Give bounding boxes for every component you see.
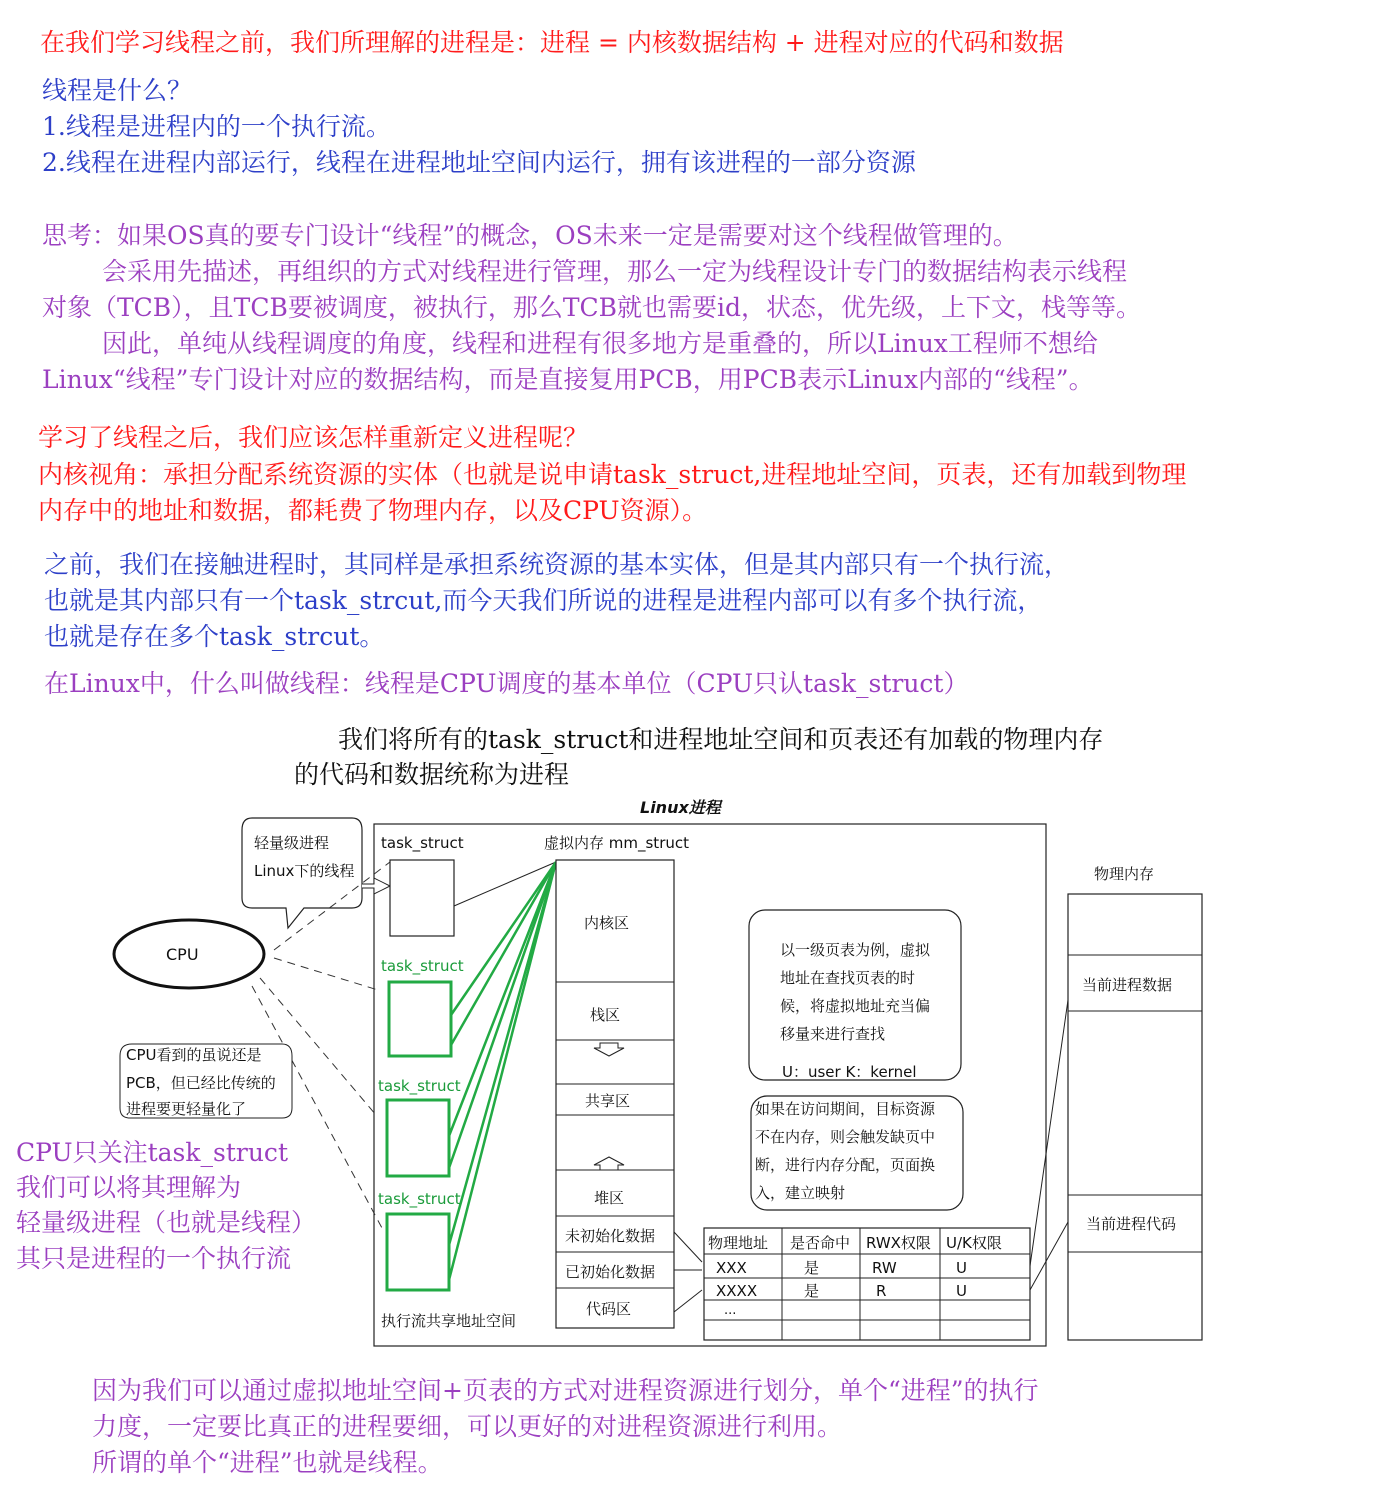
thinking-line-1: 思考：如果OS真的要专门设计“线程”的概念，OS未来一定是需要对这个线程做管理的。 [42,221,1018,250]
region-bss: 未初始化数据 [565,1227,656,1245]
table-cell: XXX [716,1259,747,1277]
table-cell: XXXX [716,1282,758,1300]
cpu-note-line-2: PCB，但已经比传统的 [126,1074,276,1092]
page-table-note [749,910,961,1080]
table-header-hit: 是否命中 [790,1234,851,1252]
thinking-line-3: 对象（TCB），且TCB要被调度，被执行，那么TCB就也需要id，状态，优先级，上下文，栈等等。 [42,293,1142,322]
mm-link-4b [449,862,556,1280]
mm-link-2b [451,862,556,1045]
task-struct-label-main: task_struct [381,834,464,852]
fault-line-2: 不在内存，则会触发缺页中 [755,1128,936,1146]
table-cell: U [956,1282,967,1300]
physical-memory [1068,894,1202,1340]
note-line-4: 移量来进行查找 [780,1025,886,1043]
note-line-1: 以一级页表为例，虚拟 [780,941,931,959]
conclusion-line-3: 所谓的单个“进程”也就是线程。 [92,1448,443,1477]
task-struct-box-4 [387,1214,449,1290]
task-struct-box-main [390,860,454,936]
table-cell: RW [872,1259,897,1277]
conclusion-line-1: 因为我们可以通过虚拟地址空间+页表的方式对进程资源进行划分，单个“进程”的执行 [92,1376,1039,1405]
summary-line-2: 的代码和数据统称为进程 [294,760,570,789]
cpu-focus-line-1: CPU只关注task_struct [16,1138,288,1167]
note-line-2: 地址在查找页表的时 [780,969,916,987]
cpu-focus-line-2: 我们可以将其理解为 [16,1173,242,1202]
thinking-line-4: 因此，单纯从线程调度的角度，线程和进程有很多地方是重叠的，所以Linux工程师不想给 [102,329,1098,358]
before-line-3: 也就是存在多个task_strcut。 [44,622,385,651]
before-line-1: 之前，我们在接触进程时，其同样是承担系统资源的基本实体，但是其内部只有一个执行流， [44,550,1070,579]
cpu-link-2 [274,958,378,990]
addr-to-table-link [674,1232,702,1262]
in-linux-definition: 在Linux中，什么叫做线程：线程是CPU调度的基本单位（CPU只认task_struct） [44,669,969,698]
region-code: 代码区 [586,1300,632,1318]
task-struct-label-4: task_struct [378,1190,461,1208]
redefine-line-1: 内核视角：承担分配系统资源的实体（也就是说申请task_struct,进程地址空间，页表，还有加载到物理 [38,460,1187,489]
what-is-thread-point-2: 2.线程在进程内部运行，线程在进程地址空间内运行，拥有该进程的一部分资源 [42,148,916,177]
phys-mem-title: 物理内存 [1094,865,1155,883]
table-cell: U [956,1259,967,1277]
redefine-line-2: 内存中的地址和数据，都耗费了物理内存，以及CPU资源）。 [38,496,708,525]
table-cell: 是 [804,1259,820,1277]
redefine-question: 学习了线程之后，我们应该怎样重新定义进程呢？ [38,423,589,452]
region-shared: 共享区 [585,1092,631,1110]
region-data: 已初始化数据 [565,1263,656,1281]
intro-line: 在我们学习线程之前，我们所理解的进程是：进程 = 内核数据结构 + 进程对应的代码和数据 [40,28,1064,57]
task-struct-label-2: task_struct [381,957,464,975]
table-cell: ... [724,1303,737,1318]
fault-line-1: 如果在访问期间，目标资源 [755,1100,936,1118]
mm-link-4a [449,862,556,1245]
thinking-line-5: Linux“线程”专门设计对应的数据结构，而是直接复用PCB，用PCB表示Linux内部的“线程”。 [42,365,1094,394]
summary-line-1: 我们将所有的task_struct和进程地址空间和页表还有加载的物理内存 [338,725,1104,754]
mm-link-3a [449,862,556,1136]
what-is-thread-point-1: 1.线程是进程内的一个执行流。 [42,112,391,141]
vm-label: 虚拟内存 mm_struct [544,834,689,852]
table-cell: R [876,1282,887,1300]
region-stack: 栈区 [590,1006,621,1024]
table-to-phys-link [1030,1000,1068,1266]
fault-line-4: 入，建立映射 [755,1184,846,1202]
table-to-phys-link [1030,1222,1068,1290]
mm-link-3b [449,862,556,1168]
task-struct-label-3: task_struct [378,1077,461,1095]
bubble-line-1: 轻量级进程 [254,834,330,852]
cpu-label: CPU [166,945,199,964]
table-header-phys: 物理地址 [708,1234,769,1252]
note-line-3: 候，将虚拟地址充当偏 [780,997,931,1015]
task-struct-box-3 [387,1100,449,1176]
cpu-focus-line-4: 其只是进程的一个执行流 [16,1244,292,1273]
region-kernel: 内核区 [584,914,630,932]
phys-process-code: 当前进程代码 [1086,1215,1177,1233]
table-header-rwx: RWX权限 [866,1234,931,1252]
cpu-note-line-3: 进程要更轻量化了 [126,1100,247,1118]
diagram-title: Linux进程 [640,798,721,817]
table-cell: 是 [804,1282,820,1300]
bubble-line-2: Linux下的线程 [254,862,355,880]
thinking-line-2: 会采用先描述，再组织的方式对线程进行管理，那么一定为线程设计专门的数据结构表示线程 [102,257,1128,286]
cpu-focus-line-3: 轻量级进程（也就是线程） [16,1208,317,1237]
table-header-uk: U/K权限 [946,1234,1002,1252]
addr-to-table-link [674,1290,702,1312]
before-line-2: 也就是其内部只有一个task_strcut,而今天我们所说的进程是进程内部可以有多个执行流， [44,586,1043,615]
task-struct-box-2 [389,982,451,1056]
region-heap: 堆区 [594,1189,625,1207]
phys-process-data: 当前进程数据 [1082,976,1173,994]
conclusion-line-2: 力度，一定要比真正的进程要细，可以更好的对进程资源进行利用。 [92,1412,843,1441]
fault-line-3: 断，进行内存分配，页面换 [755,1156,936,1174]
what-is-thread-question: 线程是什么？ [42,76,193,105]
note-line-5: U：user K：kernel [782,1063,917,1081]
shared-address-label: 执行流共享地址空间 [381,1312,517,1330]
cpu-note-line-1: CPU看到的虽说还是 [126,1046,262,1064]
